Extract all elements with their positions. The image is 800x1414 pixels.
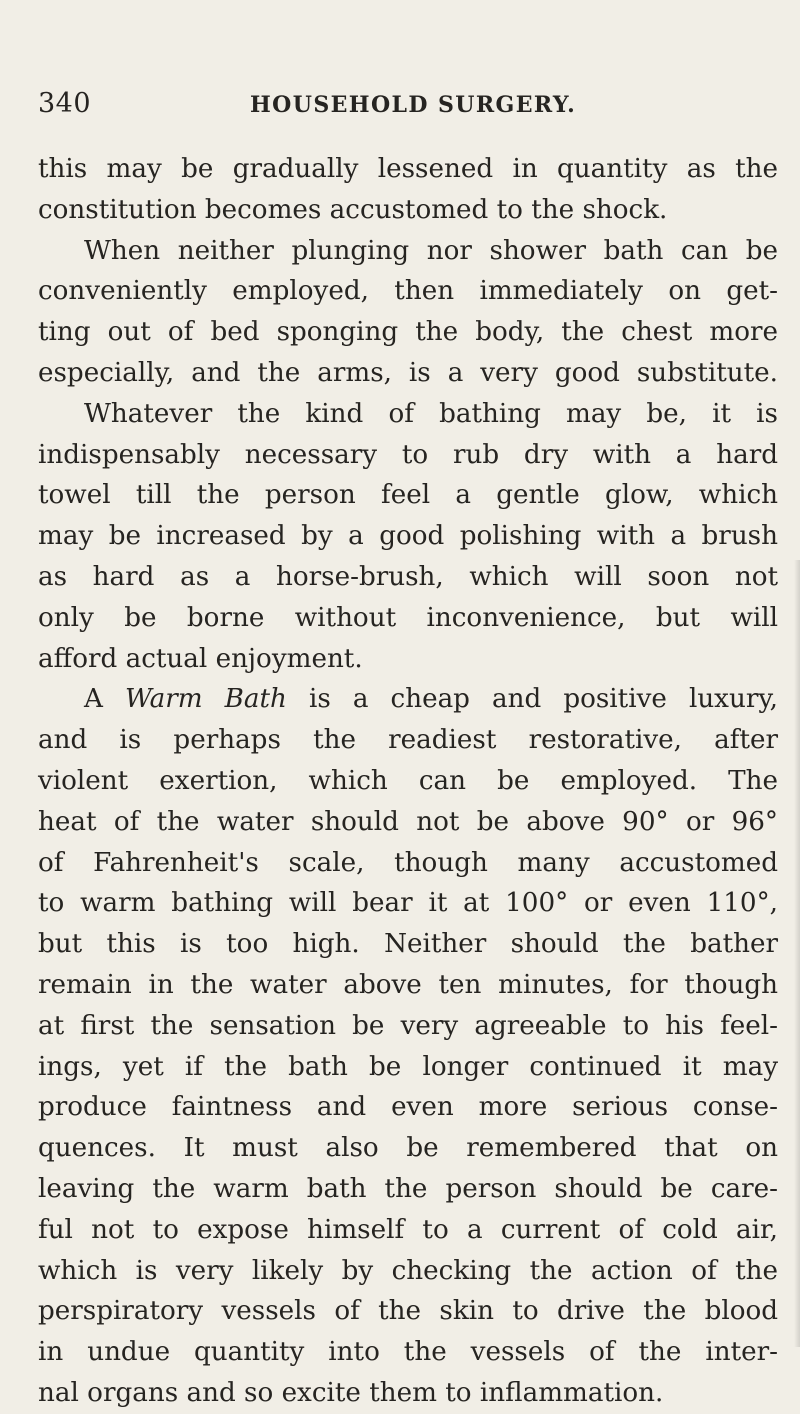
warm-bath-emphasis: Warm Bath <box>124 684 287 715</box>
text-line: as hard as a horse-brush, which will soon not <box>38 561 778 592</box>
text-line: indispensably necessary to rub dry with a hard <box>38 439 778 470</box>
text-line: may be increased by a good polishing with a brush <box>38 521 778 552</box>
text-line: towel till the person feel a gentle glow, which <box>38 480 778 511</box>
text-line: constitution becomes accustomed to the shock. <box>38 194 668 225</box>
text-line: in undue quantity into the vessels of the inter- <box>38 1337 778 1368</box>
text-line: produce faintness and even more serious conse- <box>38 1092 778 1123</box>
text-line: but this is too high. Neither should the bather <box>38 929 778 960</box>
text-line: to warm bathing will bear it at 100° or even 110°, <box>38 888 778 919</box>
page-header <box>38 88 778 128</box>
line-start: A <box>84 684 125 715</box>
text-line: this may be gradually lessened in quantity as the <box>38 154 778 184</box>
text-line: only be borne without inconvenience, but will <box>38 602 778 633</box>
text-line: nal organs and so excite them to inflammation. <box>38 1377 664 1408</box>
text-line: of Fahrenheit's scale, though many accustomed <box>38 847 778 878</box>
page-number: 340 <box>38 88 92 119</box>
page-edge-shadow <box>794 560 800 1347</box>
text-line: heat of the water should not be above 90° or 96° <box>38 806 778 837</box>
text-line: which is very likely by checking the action of the <box>38 1255 778 1286</box>
text-line: quences. It must also be remembered that on <box>38 1133 778 1164</box>
text-line: violent exertion, which can be employed. The <box>38 765 778 796</box>
running-head: HOUSEHOLD SURGERY. <box>250 92 577 118</box>
text-line: perspiratory vessels of the skin to drive the blood <box>38 1296 778 1327</box>
text-line: remain in the water above ten minutes, for though <box>38 969 778 1000</box>
text-line: ting out of bed sponging the body, the chest more <box>38 317 778 348</box>
text-line: Whatever the kind of bathing may be, it is <box>84 398 778 429</box>
text-line: at first the sensation be very agreeable to his feel- <box>38 1010 778 1041</box>
text-line: ings, yet if the bath be longer continued it may <box>38 1051 778 1082</box>
text-line: afford actual enjoyment. <box>38 643 363 674</box>
text-line: When neither plunging nor shower bath can be <box>84 235 778 266</box>
line-end: is a cheap and positive luxury, <box>286 684 778 715</box>
text-line: and is perhaps the readiest restorative, after <box>38 725 778 756</box>
text-line: especially, and the arms, is a very good substitute. <box>38 357 778 388</box>
text-line: conveniently employed, then immediately on get- <box>38 276 778 307</box>
body-text <box>38 149 778 1414</box>
text-line: ful not to expose himself to a current of cold air, <box>38 1214 778 1245</box>
text-line: leaving the warm bath the person should be care- <box>38 1173 778 1204</box>
text-line-warm-bath <box>38 679 778 720</box>
